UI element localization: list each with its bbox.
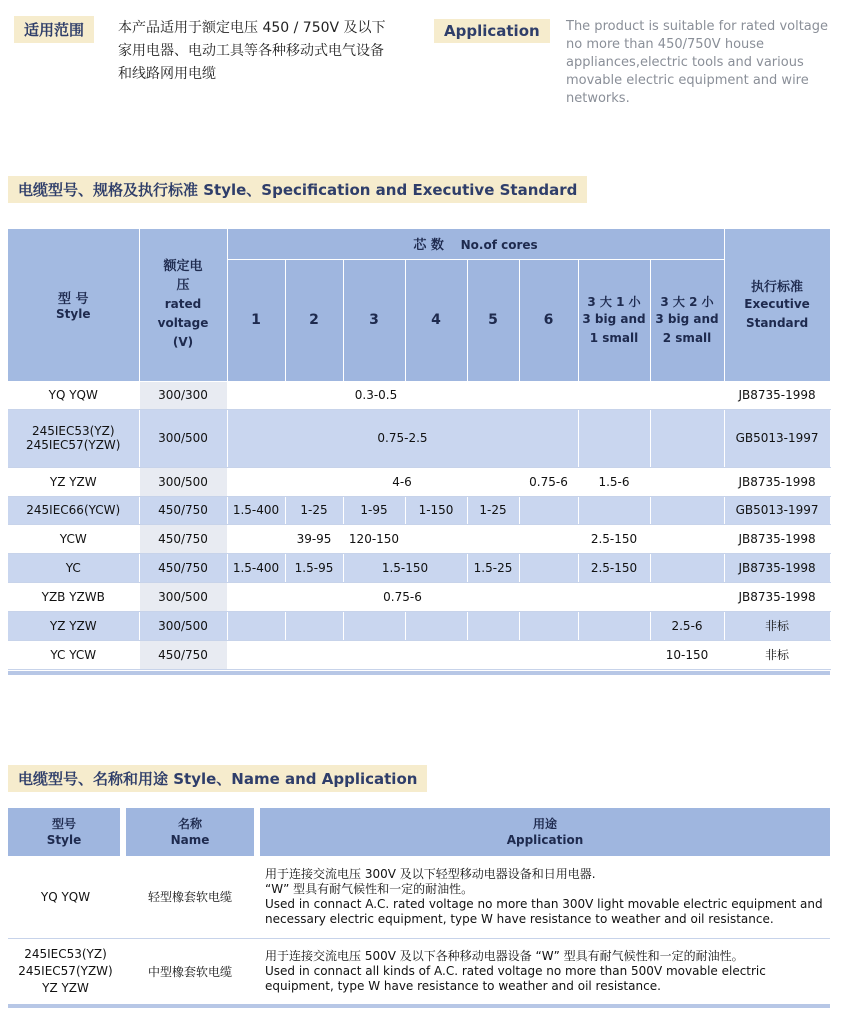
cell-standard: JB8735-1998 xyxy=(724,582,830,611)
cell-style: YZ YZW xyxy=(8,611,139,640)
cell-voltage: 450/750 xyxy=(139,524,227,553)
cell-style: 245IEC53(YZ) 245IEC57(YZW) YZ YZW xyxy=(8,938,123,1004)
cell-spec: 0.75-2.5 xyxy=(227,409,578,467)
header-core-6: 6 xyxy=(519,259,578,381)
cell-core-3big1small: 2.5-150 xyxy=(578,524,650,553)
header-style: 型 号 Style xyxy=(8,229,139,381)
spec-section-title: 电缆型号、规格及执行标准 Style、Specification and Executive Standard xyxy=(8,176,587,203)
cell-standard: JB8735-1998 xyxy=(724,467,830,496)
header-core-4: 4 xyxy=(405,259,467,381)
cell-voltage: 450/750 xyxy=(139,640,227,669)
cell-standard: JB8735-1998 xyxy=(724,553,830,582)
cell-style: YCW xyxy=(8,524,139,553)
cell-style: YZ YZW xyxy=(8,467,139,496)
cell-voltage: 300/500 xyxy=(139,582,227,611)
cell-voltage: 300/300 xyxy=(139,381,227,409)
cell-core-4: 1-150 xyxy=(405,496,467,524)
table-row xyxy=(8,467,830,496)
cell-voltage: 300/500 xyxy=(139,611,227,640)
cell-voltage: 450/750 xyxy=(139,553,227,582)
cell-name: 轻型橡套软电缆 xyxy=(123,856,257,938)
cell-name: 中型橡套软电缆 xyxy=(123,938,257,1004)
application-text-en: The product is suitable for rated voltage no more than 450/750V house appliances,electric tools and various movable electric equipment and wire networks. xyxy=(566,19,829,106)
cell-spec: 4-6 xyxy=(285,467,519,496)
cell-standard: JB8735-1998 xyxy=(724,524,830,553)
cell-core-3big2small: 10-150 xyxy=(650,640,724,669)
cell-core-5: 1-25 xyxy=(467,496,519,524)
cell-voltage: 300/500 xyxy=(139,409,227,467)
cell-core-3big1small: 2.5-150 xyxy=(578,553,650,582)
header-cores: 芯 数 No.of cores xyxy=(227,229,724,259)
cell-core-3: 1-95 xyxy=(343,496,405,524)
app-section-title: 电缆型号、名称和用途 Style、Name and Application xyxy=(8,765,427,792)
cell-application: 用于连接交流电压 500V 及以下各种移动电器设备 “W” 型具有耐气候性和一定的耐油性。 Used in connact all kinds of A.C. rated voltage no more than 500V movable electric equipment, type W have resistance to weather and oil resistance. xyxy=(257,938,830,1004)
cell-style: 245IEC66(YCW) xyxy=(8,496,139,524)
cell-spec: 0.75-6 xyxy=(227,582,578,611)
header-core-3big2small: 3 大 2 小 3 big and 2 small xyxy=(650,259,724,381)
header-core-5: 5 xyxy=(467,259,519,381)
table-row xyxy=(8,856,830,938)
cell-style: YQ YQW xyxy=(8,856,123,938)
cell-core-6: 0.75-6 xyxy=(519,467,578,496)
spec-table xyxy=(8,229,831,670)
cell-standard: GB5013-1997 xyxy=(724,409,830,467)
header-voltage: 额定电压 rated voltage (V) xyxy=(139,229,227,381)
table-row xyxy=(8,553,830,582)
header-standard: 执行标准 Executive Standard xyxy=(724,229,830,381)
table-row xyxy=(8,938,830,1004)
cell-style: YZB YZWB xyxy=(8,582,139,611)
header-core-2: 2 xyxy=(285,259,343,381)
application-tag-en: Application xyxy=(434,19,550,43)
cell-core-2: 39-95 xyxy=(285,524,343,553)
header-style: 型号 Style xyxy=(8,808,123,856)
cell-core-2: 1.5-95 xyxy=(285,553,343,582)
cell-style: YQ YQW xyxy=(8,381,139,409)
app-table xyxy=(8,808,830,1005)
table-row xyxy=(8,640,830,669)
cell-spec: 1.5-150 xyxy=(343,553,467,582)
header-core-3: 3 xyxy=(343,259,405,381)
cell-core-5: 1.5-25 xyxy=(467,553,519,582)
cell-style: YC YCW xyxy=(8,640,139,669)
cell-voltage: 300/500 xyxy=(139,467,227,496)
cell-standard: 非标 xyxy=(724,611,830,640)
cell-standard: JB8735-1998 xyxy=(724,381,830,409)
table-row xyxy=(8,524,830,553)
table-row xyxy=(8,381,830,409)
app-table-bottom-rule xyxy=(8,1004,830,1008)
cell-style: 245IEC53(YZ) 245IEC57(YZW) xyxy=(8,409,139,467)
cell-style: YC xyxy=(8,553,139,582)
table-row xyxy=(8,611,830,640)
cell-application: 用于连接交流电压 300V 及以下轻型移动电器设备和日用电器. “W” 型具有耐气候性和一定的耐油性。 Used in connact A.C. rated voltage no more than 300V light movable electric equipment and necessary electric equipment, type W have resistance to weather and oil resistance. xyxy=(257,856,830,938)
header-core-1: 1 xyxy=(227,259,285,381)
table-row xyxy=(8,409,830,467)
header-application: 用途 Application xyxy=(257,808,830,856)
cell-standard: 非标 xyxy=(724,640,830,669)
cell-voltage: 450/750 xyxy=(139,496,227,524)
cell-spec: 0.3-0.5 xyxy=(285,381,467,409)
header-core-3big1small: 3 大 1 小 3 big and 1 small xyxy=(578,259,650,381)
cell-core-2: 1-25 xyxy=(285,496,343,524)
application-tag-cn: 适用范围 xyxy=(14,16,94,43)
cell-standard: GB5013-1997 xyxy=(724,496,830,524)
spec-table-bottom-rule xyxy=(8,671,830,675)
cell-core-3big1small: 1.5-6 xyxy=(578,467,650,496)
cell-core-3: 120-150 xyxy=(343,524,405,553)
cell-core-3big2small: 2.5-6 xyxy=(650,611,724,640)
cell-core-1: 1.5-400 xyxy=(227,496,285,524)
cell-core-1: 1.5-400 xyxy=(227,553,285,582)
table-row xyxy=(8,496,830,524)
application-text-cn: 本产品适用于额定电压 450 / 750V 及以下家用电器、电动工具等各种移动式电气设备和线路网用电缆 xyxy=(118,20,386,82)
table-row xyxy=(8,582,830,611)
header-name: 名称 Name xyxy=(123,808,257,856)
